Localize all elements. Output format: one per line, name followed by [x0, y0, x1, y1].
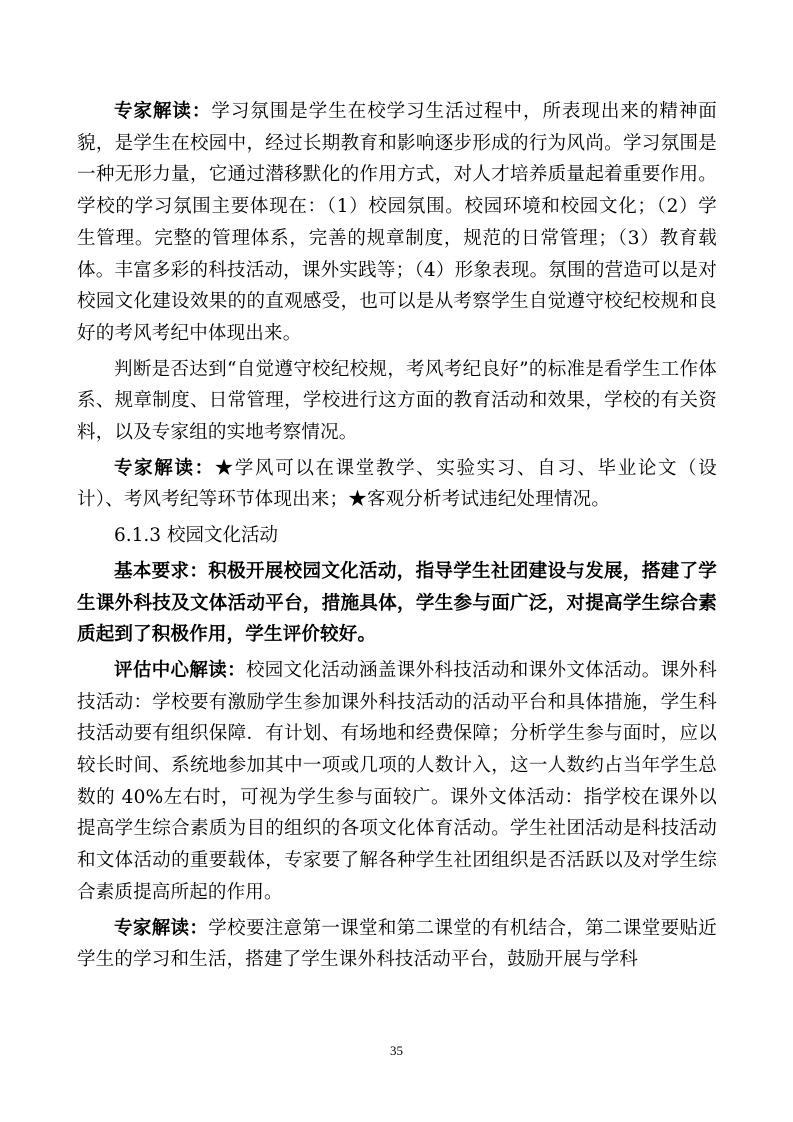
- paragraph-assessment-center-reading: [77, 655, 717, 909]
- paragraph-text: 基本要求：积极开展校园文化活动，指导学生社团建设与发展，搭建了学生课外科技及文体活动平台，措施具体，学生参与面广泛，对提高学生综合素质起到了积极作用，学生评价较好。: [77, 560, 717, 646]
- expert-reading-label: 专家解读：: [114, 917, 209, 939]
- paragraph-expert-reading-2: [77, 453, 717, 516]
- expert-reading-label: 专家解读：: [114, 101, 212, 122]
- paragraph-expert-reading-3: [77, 913, 717, 976]
- paragraph-text: 学校要注意第一课堂和第二课堂的有机结合，第二课堂要贴近学生的学习和生活，搭建了学生课外科技活动平台，鼓励开展与学科: [77, 917, 717, 971]
- paragraph-text: ★学风可以在课堂教学、实验实习、自习、毕业论文（设计）、考风考纪等环节体现出来；★客观分析考试违纪处理情况。: [77, 457, 717, 511]
- assessment-center-label: 评估中心解读：: [114, 659, 246, 681]
- document-body: [77, 96, 717, 980]
- paragraph-basic-requirement: [77, 556, 717, 651]
- section-heading: 6.1.3 校园文化活动: [114, 525, 278, 547]
- paragraph-text: 学习氛围是学生在校学习生活过程中，所表现出来的精神面貌，是学生在校园中，经过长期教育和影响逐步形成的行为风尚。学习氛围是一种无形力量，它通过潜移默化的作用方式，对人才培养质量起着重要作用。学校的学习氛围主要体现在：（1）校园氛围。校园环境和校园文化；（2）学生管理。完整的管理体系，完善的规章制度，规范的日常管理；（3）教育载体。丰富多彩的科技活动，课外实践等；（4）形象表现。氛围的营造可以是对校园文化建设效果的的直观感受，也可以是从考察学生自觉遵守校纪校规和良好的考风考纪中体现出来。: [77, 101, 717, 344]
- paragraph-judgement: [77, 354, 717, 449]
- paragraph-expert-reading-1: [77, 96, 717, 350]
- paragraph-text: 判断是否达到“自觉遵守校纪校规，考风考纪良好”的标准是看学生工作体系、规章制度、日常管理，学校进行这方面的教育活动和效果，学校的有关资料，以及专家组的实地考察情况。: [77, 358, 717, 444]
- expert-reading-label: 专家解读：: [114, 457, 215, 479]
- page-number: 35: [390, 1043, 403, 1058]
- paragraph-text: 校园文化活动涵盖课外科技活动和课外文体活动。课外科技活动：学校要有激励学生参加课外科技活动的活动平台和具体措施，学生科技活动要有组织保障．有计划、有场地和经费保障；分析学生参与面时，应以较长时间、系统地参加其中一项或几项的人数计入，这一人数约占当年学生总数的 40%左右时，可视为学生参与面较广。课外文体活动：指学校在课外以提高学生综合素质为目的组织的各项文化体育活动。学生社团活动是科技活动和文体活动的重要载体，专家要了解各种学生社团组织是否活跃以及对学生综合素质提高所起的作用。: [77, 659, 717, 903]
